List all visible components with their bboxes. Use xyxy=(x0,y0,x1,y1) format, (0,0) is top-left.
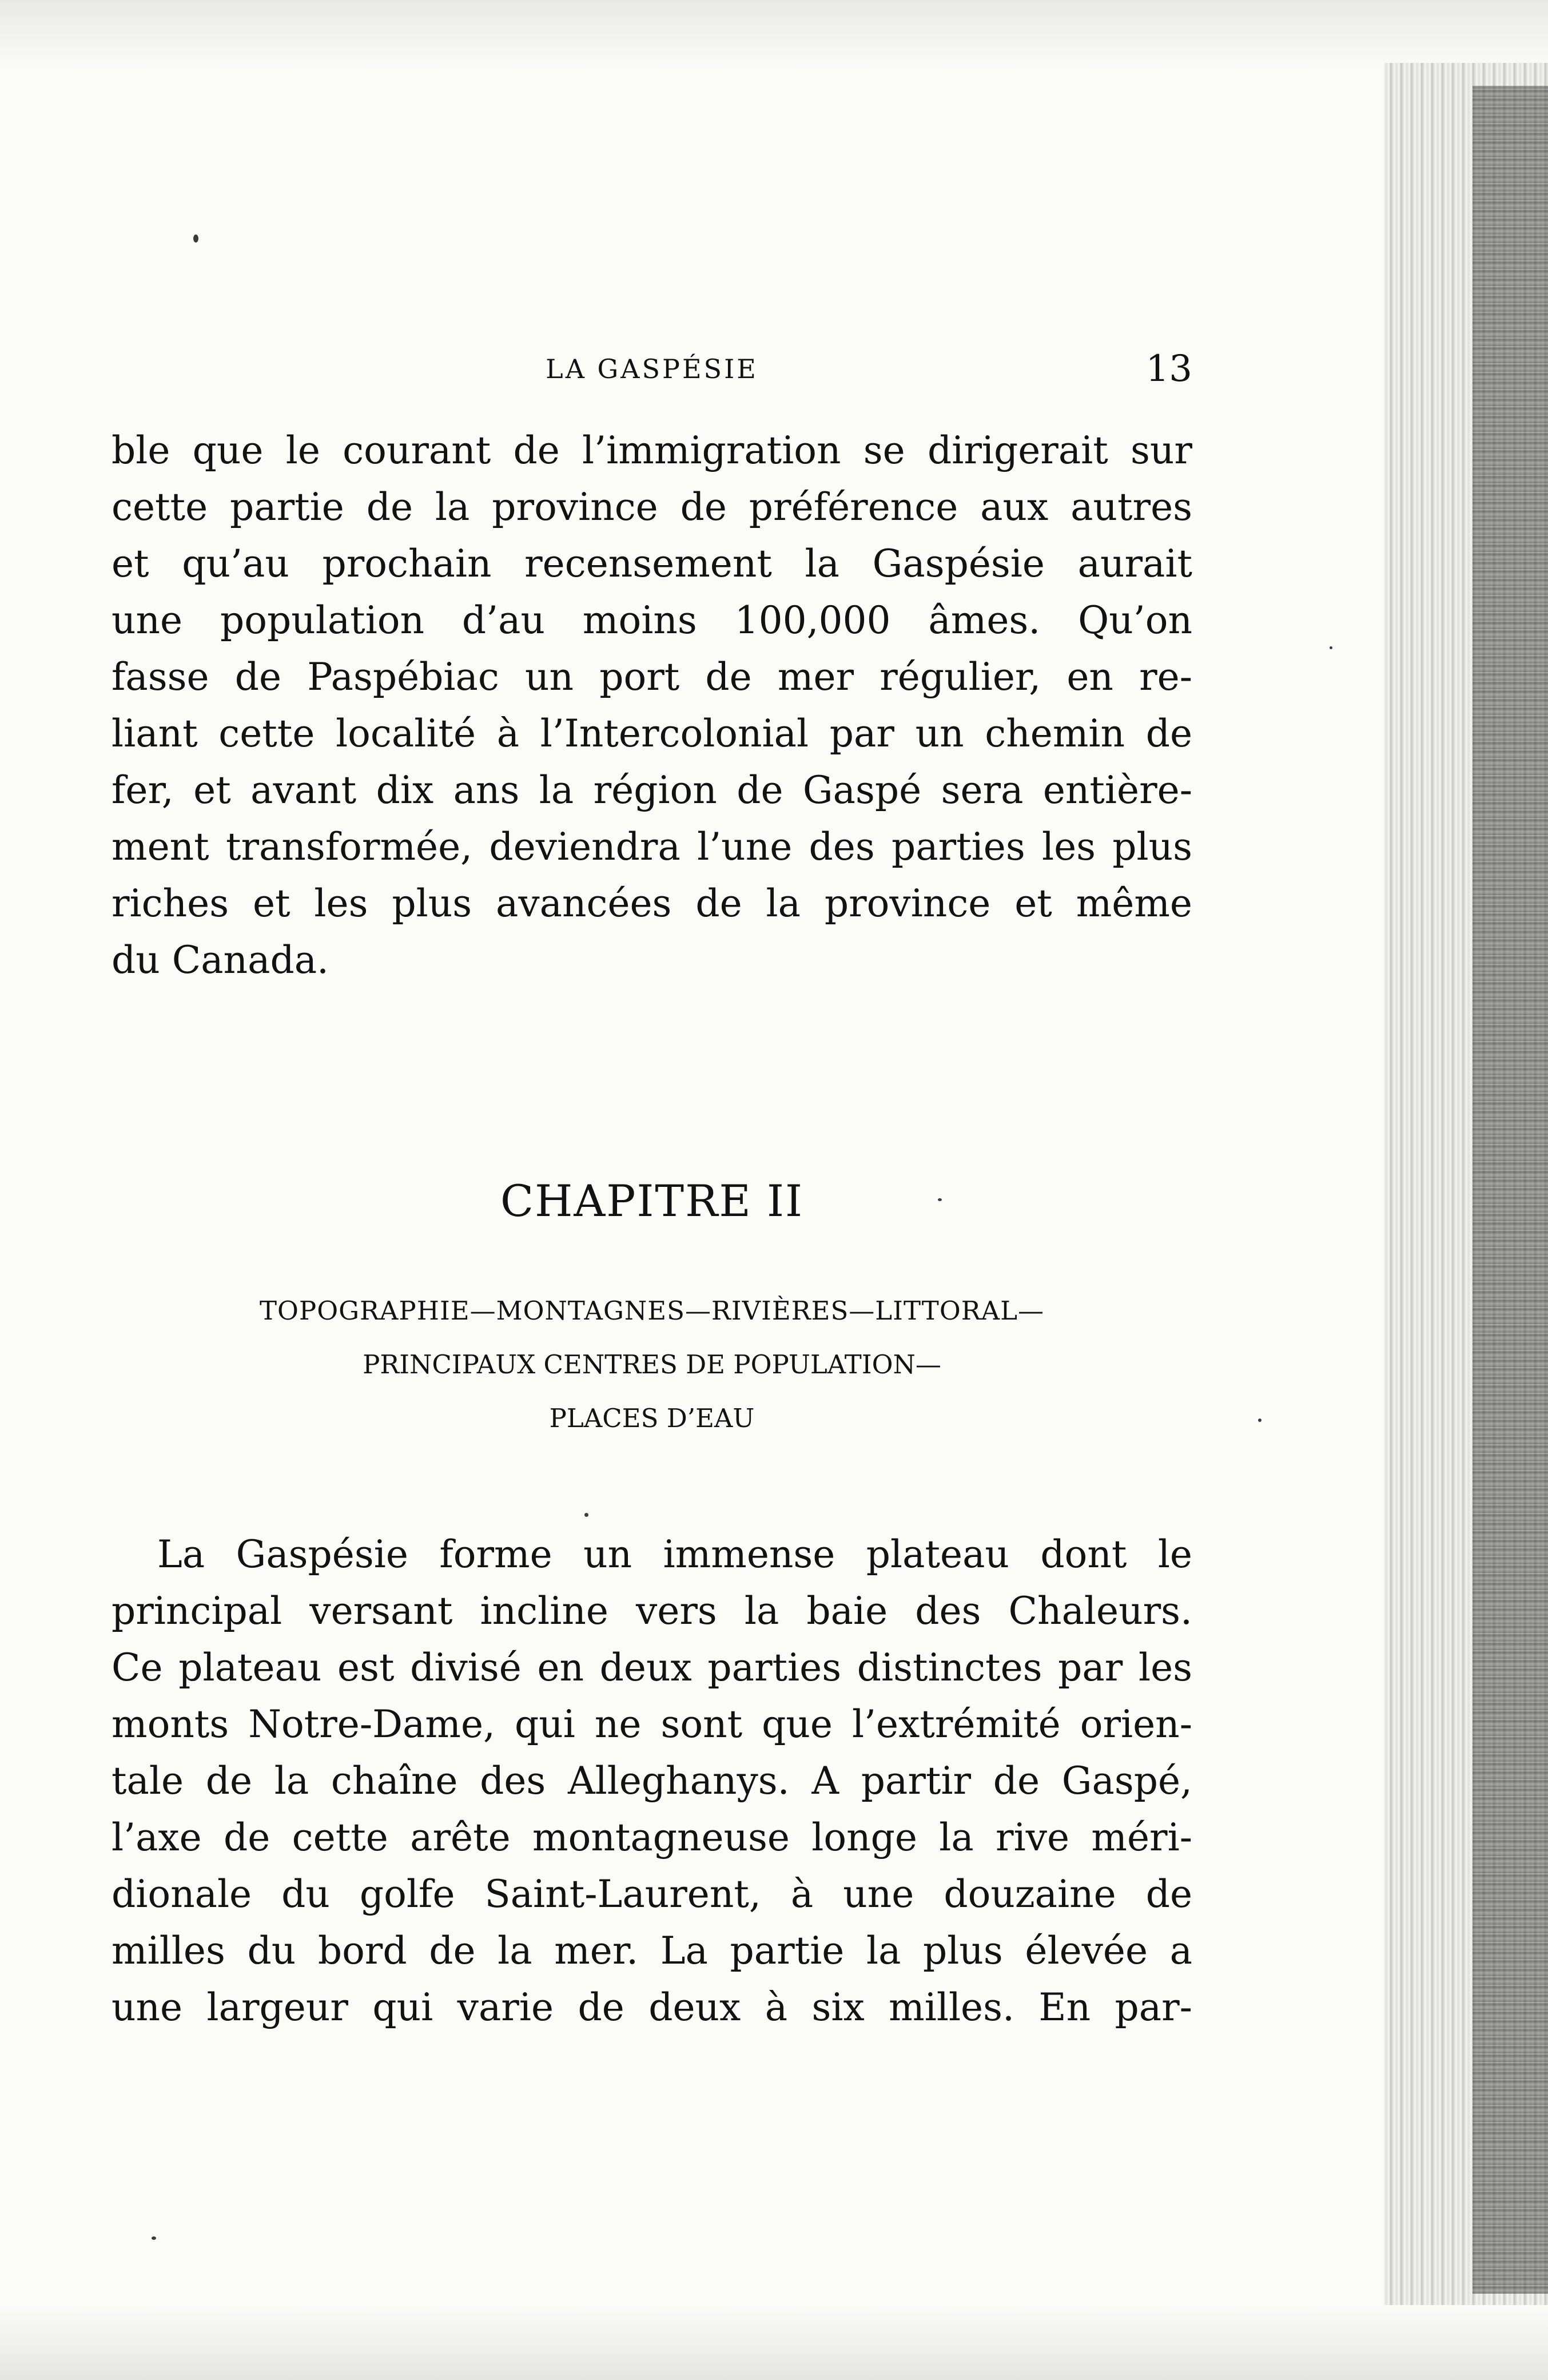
text-line: une population d’au moins 100,000 âmes. Qu’on xyxy=(112,598,1192,642)
chapter-paragraph xyxy=(112,1526,1192,2036)
text-line: ment transformée, deviendra l’une des parties les plus xyxy=(112,825,1192,869)
scan-top-shadow xyxy=(0,0,1548,69)
scan-speck xyxy=(152,2236,156,2240)
text-line: liant cette localité à l’Intercolonial par un chemin de xyxy=(112,712,1192,756)
scan-speck xyxy=(938,1198,942,1201)
chapter-summary xyxy=(112,1284,1192,1445)
text-line: dionale du golfe Saint-Laurent, à une douzaine de xyxy=(112,1872,1192,1916)
text-line: Ce plateau est divisé en deux parties distinctes par les xyxy=(112,1646,1192,1690)
binding-edge-shadow xyxy=(1473,86,1548,2294)
text-line: une largeur qui varie de deux à six milles. En par- xyxy=(112,1985,1192,2029)
text-line: riches et les plus avancées de la province et même xyxy=(112,881,1192,925)
text-line: fer, et avant dix ans la région de Gaspé sera entière- xyxy=(112,768,1192,812)
page-number: 13 xyxy=(1145,348,1192,390)
text-line: fasse de Paspébiac un port de mer régulier, en re- xyxy=(112,655,1192,699)
text-line: ble que le courant de l’immigration se dirigerait sur xyxy=(112,428,1192,472)
text-line: l’axe de cette arête montagneuse longe la rive méri- xyxy=(112,1815,1192,1860)
text-line: cette partie de la province de préférence aux autres xyxy=(112,485,1192,529)
scan-speck xyxy=(1258,1419,1262,1422)
text-line: milles du bord de la mer. La partie la plus élevée a xyxy=(112,1929,1192,1973)
running-title: LA GASPÉSIE xyxy=(546,353,758,384)
running-header xyxy=(112,343,1192,395)
text-line: monts Notre-Dame, qui ne sont que l’extrémité orien- xyxy=(112,1702,1192,1746)
text-line: et qu’au prochain recensement la Gaspésie aurait xyxy=(112,542,1192,586)
chapter-summary-line: PLACES D’EAU xyxy=(549,1403,755,1433)
scan-speck xyxy=(1330,646,1332,649)
scan-bottom-shadow xyxy=(0,2306,1548,2380)
text-line: tale de la chaîne des Alleghanys. A partir de Gaspé, xyxy=(112,1759,1192,1803)
text-line: principal versant incline vers la baie des Chaleurs. xyxy=(112,1589,1192,1633)
scan-speck xyxy=(584,1513,588,1517)
chapter-title: CHAPITRE II xyxy=(500,1175,804,1226)
continued-paragraph xyxy=(112,422,1192,988)
text-line: La Gaspésie forme un immense plateau dont le xyxy=(157,1532,1192,1576)
text-line: du Canada. xyxy=(112,938,329,982)
chapter-summary-line: PRINCIPAUX CENTRES DE POPULATION— xyxy=(363,1349,941,1380)
chapter-summary-line: TOPOGRAPHIE—MONTAGNES—RIVIÈRES—LITTORAL— xyxy=(260,1296,1044,1326)
scan-speck xyxy=(193,235,198,243)
